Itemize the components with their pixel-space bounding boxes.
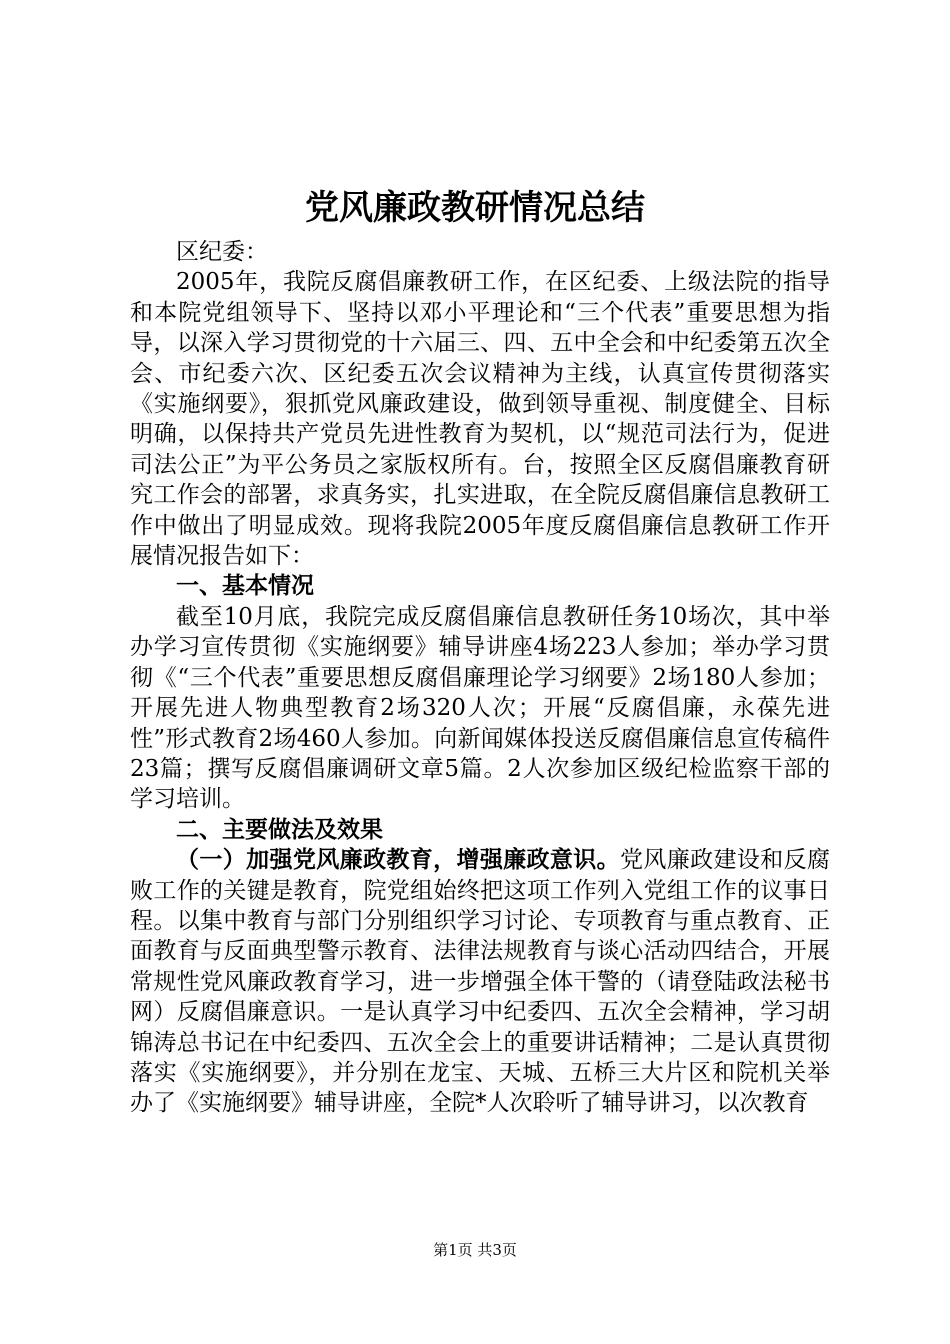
section-heading-basic: 一、基本情况 [176,573,314,600]
document-body [130,237,830,1119]
subsection-lead: （一）加强党风廉政教育，增强廉政意识。 [176,847,621,874]
intro-paragraph: 2005年，我院反腐倡廉教研工作，在区纪委、上级法院的指导和本院党组领导下、坚持以邓小平理论和“三个代表”重要思想为指导，以深入学习贯彻党的十六届三、四、五中全会和中纪委第五次全会、市纪委六次、区纪委五次会议精神为主线，认真宣传贯彻落实《实施纲要》，狠抓党风廉政建设，做到领导重视、制度健全、目标明确，以保持共产党员先进性教育为契机，以“规范司法行为，促进司法公正”为平公务员之家版权所有。台，按照全区反腐倡廉教育研究工作会的部署，求真务实，扎实进取，在全院反腐倡廉信息教研工作中做出了明显成效。现将我院2005年度反腐倡廉信息教研工作开展情况报告如下： [130,269,830,570]
salutation: 区纪委： [176,239,268,265]
subsection-body: 党风廉政建设和反腐败工作的关键是教育，院党组始终把这项工作列入党组工作的议事日程。以集中教育与部门分别组织学习讨论、专项教育与重点教育、正面教育与反面典型警示教育、法律法规教育与谈心活动四结合，开展常规性党风廉政教育学习，进一步增强全体干警的（请登陆政法秘书网）反腐倡廉意识。一是认真学习中纪委四、五次全会精神，学习胡锦涛总书记在中纪委四、五次全会上的重要讲话精神；二是认真贯彻落实《实施纲要》，并分别在龙宝、天城、五桥三大片区和院机关举办了《实施纲要》辅导讲座，全院*人次聆听了辅导讲习，以次教育 [130,847,831,1117]
section-methods-paragraph [130,845,830,1119]
section-heading-methods: 二、主要做法及效果 [176,816,383,843]
section-basic-paragraph: 截至10月底，我院完成反腐倡廉信息教研任务10场次，其中举办学习宣传贯彻《实施纲要》辅导讲座4场223人参加；举办学习贯彻《“三个代表”重要思想反腐倡廉理论学习纲要》2场180人参加；开展先进人物典型教育2场320人次；开展“反腐倡廉，永葆先进性”形式教育2场460人参加。向新闻媒体投送反腐倡廉信息宣传稿件23篇；撰写反腐倡廉调研文章5篇。2人次参加区级纪检监察干部的学习培训。 [130,603,830,813]
document-title: 党风廉政教研情况总结 [305,188,645,228]
page-footer: 第1页 共3页 [433,1241,517,1259]
